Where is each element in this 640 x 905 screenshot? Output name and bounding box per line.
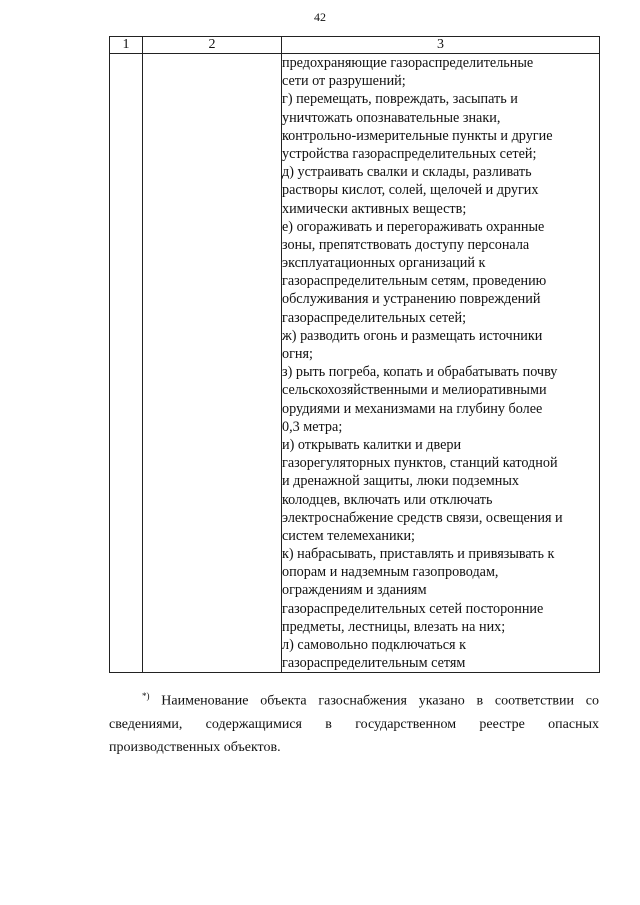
cell-text-line: газораспределительных сетей;: [282, 309, 467, 326]
cell-text-line: к) набрасывать, приставлять и привязывать к: [282, 546, 555, 563]
cell-text-line: обслуживания и устранению повреждений: [282, 291, 541, 308]
cell-text-line: газораспределительных сетей посторонние: [282, 600, 544, 617]
footnote-line-1: [109, 685, 599, 713]
cell-text-line: д) устраивать свалки и склады, разливать: [282, 164, 532, 181]
cell-text-line: колодцев, включать или отключать: [282, 491, 493, 508]
cell-text-line: контрольно-измерительные пункты и другие: [282, 127, 553, 144]
cell-text-line: ж) разводить огонь и размещать источники: [282, 327, 543, 344]
cell-text-line: е) огораживать и перегораживать охранные: [282, 218, 545, 235]
cell-text-line: эксплуатационных организаций к: [282, 255, 486, 272]
cell-text-line: 0,3 метра;: [282, 418, 343, 435]
table-cell-col3: [282, 54, 600, 673]
cell-text-line: зоны, препятствовать доступу персонала: [282, 236, 530, 253]
footnote-text-1: Наименование объекта газоснабжения указано в соответствии со: [161, 693, 599, 709]
footnote-line-2: сведениями, содержащимися в государственном реестре опасных: [109, 716, 599, 732]
table-row: [110, 54, 600, 673]
table-cell-col2: [143, 54, 282, 673]
cell-text-line: л) самовольно подключаться к: [282, 637, 467, 653]
cell-text-line: газораспределительным сетям, проведению: [282, 273, 547, 290]
table-cell-col1: [110, 54, 143, 673]
column-header-2: 2: [143, 37, 282, 54]
cell-text-line: опорам и надземным газопроводам,: [282, 564, 499, 581]
cell-text-line: предохраняющие газораспределительные: [282, 55, 534, 71]
footnote: [109, 685, 599, 759]
cell-text-line: огня;: [282, 346, 313, 362]
cell-text-line: растворы кислот, солей, щелочей и других: [282, 182, 539, 199]
cell-text-line: систем телемеханики;: [282, 527, 415, 544]
cell-text-line: сети от разрушений;: [282, 73, 406, 90]
cell-text-line: з) рыть погреба, копать и обрабатывать почву: [282, 364, 558, 381]
footnote-marker: *): [142, 691, 150, 701]
cell-text-line: электроснабжение средств связи, освещения и: [282, 509, 563, 526]
cell-text-line: предметы, лестницы, влезать на них;: [282, 618, 506, 635]
column-header-1: 1: [110, 37, 143, 54]
cell-text-line: газорегуляторных пунктов, станций катодной: [282, 455, 558, 472]
cell-text-line: устройства газораспределительных сетей;: [282, 145, 537, 162]
table-header-row: [110, 37, 600, 54]
cell-text-line: г) перемещать, повреждать, засыпать и: [282, 91, 518, 108]
footnote-line-3: производственных объектов.: [109, 739, 281, 755]
page-number: 42: [314, 10, 326, 24]
cell-text-line: ограждениям и зданиям: [282, 582, 427, 599]
cell-text-line: уничтожать опознавательные знаки,: [282, 109, 501, 126]
cell-text-line: и) открывать калитки и двери: [282, 436, 462, 453]
document-table: [109, 36, 600, 673]
cell-text-line: газораспределительным сетям: [282, 655, 466, 672]
cell-text-line: химически активных веществ;: [282, 200, 467, 217]
cell-text-line: сельскохозяйственными и мелиоративными: [282, 382, 547, 399]
column-header-3: 3: [282, 37, 600, 54]
cell-text-line: орудиями и механизмами на глубину более: [282, 400, 543, 417]
cell-text-line: и дренажной защиты, люки подземных: [282, 473, 519, 490]
